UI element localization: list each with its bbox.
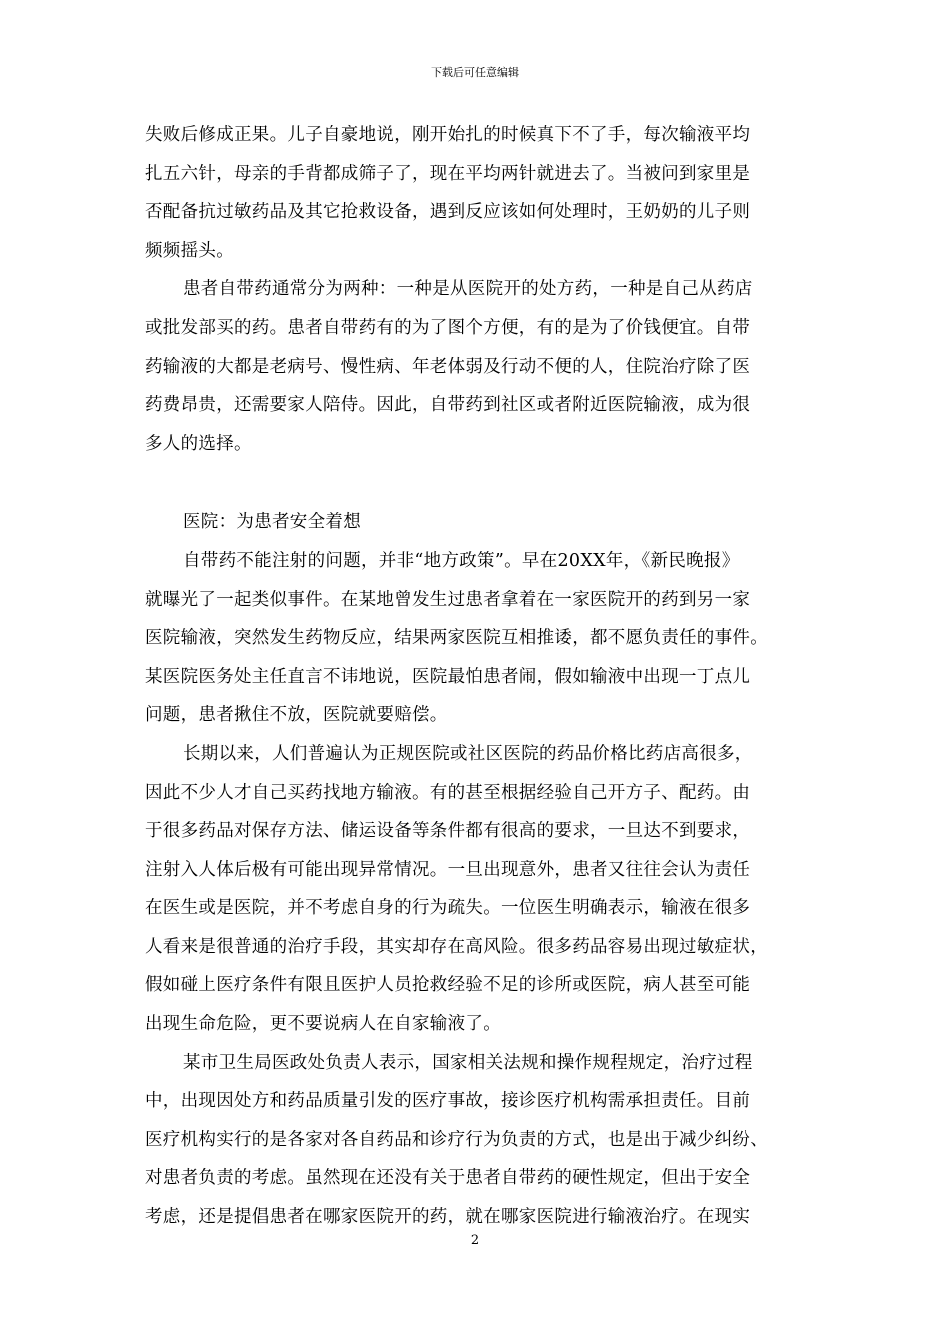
text-line: 对患者负责的考虑。虽然现在还没有关于患者自带药的硬性规定，但出于安全 (145, 1168, 751, 1189)
text-line: 扎五六针，母亲的手背都成筛子了，现在平均两针就进去了。当被问到家里是 (145, 163, 751, 184)
text-line: 自带药不能注射的问题，并非“地方政策”。早在20XX年，《新民晚报》 (183, 550, 740, 571)
text-line: 药输液的大都是老病号、慢性病、年老体弱及行动不便的人，住院治疗除了医 (145, 356, 751, 377)
text-line: 就曝光了一起类似事件。在某地曾发生过患者拿着在一家医院开的药到另一家 (145, 589, 751, 610)
text-line: 在医生或是医院，并不考虑自身的行为疏失。一位医生明确表示，输液在很多 (145, 898, 751, 919)
text-line: 药费昂贵，还需要家人陪侍。因此，自带药到社区或者附近医院输液，成为很 (145, 395, 751, 416)
paragraph-4 (145, 735, 815, 1044)
text-line: 长期以来，人们普遍认为正规医院或社区医院的药品价格比药店高很多， (183, 743, 753, 764)
text-line: 中，出现因处方和药品质量引发的医疗事故，接诊医疗机构需承担责任。目前 (145, 1091, 751, 1112)
section-heading: 医院：为患者安全着想 (183, 512, 361, 533)
text-line: 医院输液，突然发生药物反应，结果两家医院互相推诿，都不愿负责任的事件。 (145, 628, 768, 649)
text-line: 多人的选择。 (145, 433, 252, 454)
paragraph-3 (145, 542, 815, 735)
paragraph-1 (145, 116, 815, 270)
text-line: 注射入人体后极有可能出现异常情况。一旦出现意外，患者又往往会认为责任 (145, 859, 751, 880)
text-line: 医疗机构实行的是各家对各自药品和诊疗行为负责的方式，也是出于减少纠纷、 (145, 1129, 768, 1150)
document-body (145, 116, 815, 1237)
text-line: 因此不少人才自己买药找地方输液。有的甚至根据经验自己开方子、配药。由 (145, 782, 751, 803)
text-line: 患者自带药通常分为两种：一种是从医院开的处方药，一种是自己从药店 (183, 279, 753, 300)
spacer (145, 463, 815, 503)
text-line: 于很多药品对保存方法、储运设备等条件都有很高的要求，一旦达不到要求， (145, 821, 751, 842)
text-line: 否配备抗过敏药品及其它抢救设备，遇到反应该如何处理时，王奶奶的儿子则 (145, 202, 751, 223)
paragraph-5 (145, 1044, 815, 1237)
text-line: 出现生命危险，更不要说病人在自家输液了。 (145, 1014, 501, 1035)
text-line: 考虑，还是提倡患者在哪家医院开的药，就在哪家医院进行输液治疗。在现实 (145, 1207, 751, 1228)
text-line: 某医院医务处主任直言不讳地说，医院最怕患者闹，假如输液中出现一丁点儿 (145, 666, 751, 687)
paragraph-2 (145, 270, 815, 463)
text-line: 失败后修成正果。儿子自豪地说，刚开始扎的时候真下不了手，每次输液平均 (145, 125, 751, 145)
page-header: 下载后可任意编辑 (431, 66, 519, 79)
text-line: 频频摇头。 (145, 240, 234, 261)
text-line: 或批发部买的药。患者自带药有的为了图个方便，有的是为了价钱便宜。自带 (145, 317, 751, 338)
text-line: 假如碰上医疗条件有限且医护人员抢救经验不足的诊所或医院，病人甚至可能 (145, 975, 751, 996)
text-line: 人看来是很普通的治疗手段，其实却存在高风险。很多药品容易出现过敏症状， (145, 936, 768, 957)
text-line: 问题，患者揪住不放，医院就要赔偿。 (145, 705, 448, 726)
text-line: 某市卫生局医政处负责人表示，国家相关法规和操作规程规定，治疗过程 (183, 1052, 753, 1073)
page-number: 2 (470, 1233, 480, 1248)
